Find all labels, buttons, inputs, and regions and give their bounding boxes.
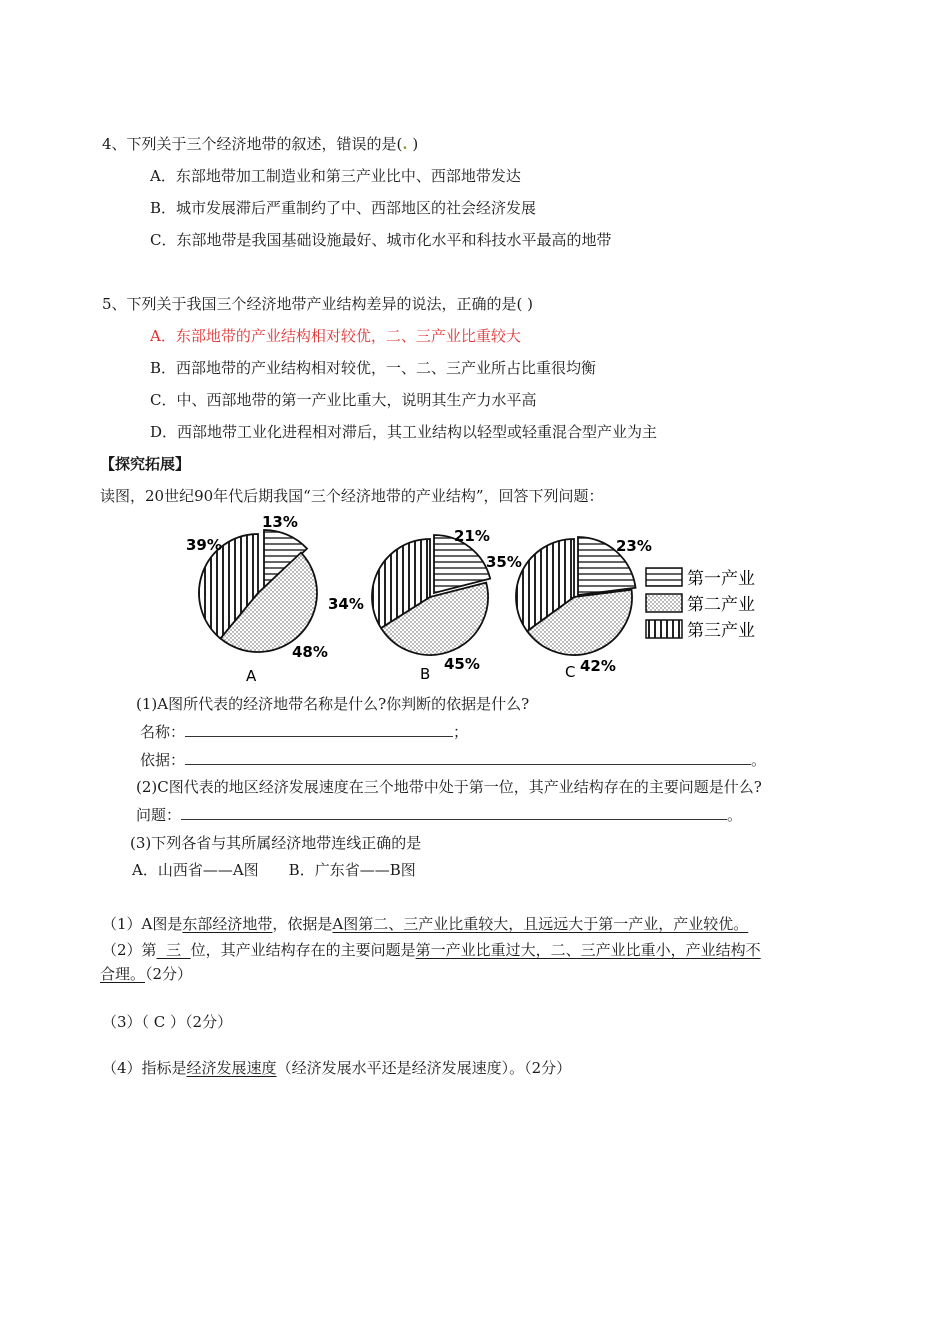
q4-close: )	[407, 135, 419, 153]
q4-option-c: C．东部地带是我国基础设施最好、城市化水平和科技水平最高的地带	[150, 231, 612, 249]
q3-option-a: A．山西省——A图	[132, 861, 259, 879]
name-end: ；	[453, 723, 469, 741]
a2-prefix: （2）第	[102, 941, 157, 959]
answer-2	[102, 940, 761, 960]
basis-row	[140, 750, 766, 770]
a1-mid: ，依据是	[272, 915, 333, 933]
legend-label-tertiary: 第三产业	[687, 621, 755, 641]
legend-label-primary: 第一产业	[687, 569, 755, 589]
q5-option-d: D．西部地带工业化进程相对滞后，其工业结构以轻型或轻重混合型产业为主	[150, 423, 658, 441]
a4-prefix: （4）指标是	[102, 1059, 187, 1077]
pie-b-name: B	[420, 665, 431, 683]
pie-a-tertiary-label: 39%	[186, 536, 222, 554]
problem-row	[136, 805, 742, 825]
question-2: (2)C图代表的地区经济发展速度在三个地带中处于第一位，其产业结构存在的主要问题是什么?	[136, 778, 762, 796]
a2-mid: 位，其产业结构存在的主要问题是	[190, 941, 416, 959]
pie-c-primary-label: 23%	[616, 537, 652, 555]
q4-option-a: A．东部地带加工制造业和第三产业比中、西部地带发达	[150, 167, 521, 185]
question-1: (1)A图所代表的经济地带名称是什么?你判断的依据是什么?	[136, 695, 530, 713]
a2-rank: 三	[156, 941, 191, 959]
q5-option-c: C．中、西部地带的第一产业比重大，说明其生产力水平高	[150, 391, 537, 409]
legend-swatch-tertiary	[646, 620, 682, 638]
legend-swatch-secondary	[646, 594, 682, 612]
q5-stem: 5、下列关于我国三个经济地带产业结构差异的说法，正确的是( )	[102, 295, 534, 313]
pie-charts-figure	[186, 505, 780, 690]
a1-prefix: （1）A图是	[102, 915, 183, 933]
legend-swatch-primary	[646, 568, 682, 586]
basis-label: 依据：	[140, 751, 186, 769]
answer-4	[102, 1058, 571, 1078]
problem-label: 问题：	[136, 806, 182, 824]
problem-answer-blank[interactable]	[181, 805, 727, 820]
name-answer-blank[interactable]	[185, 722, 453, 737]
a1-zone: 东部经济地带	[182, 915, 273, 933]
answer-1	[102, 914, 748, 934]
problem-end: 。	[727, 806, 743, 824]
pie-a-name: A	[246, 667, 257, 685]
q5-option-b: B．西部地带的产业结构相对较优，一、二、三产业所占比重很均衡	[150, 359, 597, 377]
q4-option-b: B．城市发展滞后严重制约了中、西部地区的社会经济发展	[150, 199, 537, 217]
a2-problem: 第一产业比重过大，二、三产业比重小，产业结构不	[415, 941, 761, 959]
q4-mark: .	[402, 135, 408, 153]
a4-indicator: 经济发展速度	[186, 1059, 277, 1077]
answer-2-cont	[100, 964, 192, 984]
question-3: (3)下列各省与其所属经济地带连线正确的是	[130, 834, 422, 852]
pie-c-secondary-label: 42%	[580, 657, 616, 675]
a1-basis: A图第二、三产业比重较大，且远远大于第一产业，产业较优。	[332, 915, 749, 933]
a4-rest: （经济发展水平还是经济发展速度）。（2分）	[276, 1059, 572, 1077]
answer-3: （3）（ C ）（2分）	[102, 1013, 233, 1031]
legend-label-secondary: 第二产业	[687, 595, 755, 615]
pie-b-tertiary-label: 34%	[328, 595, 364, 613]
pie-c-tertiary-label: 35%	[486, 553, 522, 571]
pie-c-name: C	[565, 663, 576, 681]
intro-text: 读图，20世纪90年代后期我国“三个经济地带的产业结构”，回答下列问题：	[100, 487, 604, 505]
pie-a-secondary-label: 48%	[292, 643, 328, 661]
question-3-options	[132, 860, 416, 880]
basis-answer-blank[interactable]	[185, 750, 751, 765]
a2-score: （2分）	[145, 965, 193, 983]
basis-end: 。	[751, 751, 767, 769]
q5-option-a: A．东部地带的产业结构相对较优，二、三产业比重较大	[150, 327, 521, 345]
a2-problem-cont: 合理。	[100, 965, 146, 983]
name-row	[140, 722, 468, 742]
name-label: 名称：	[140, 723, 186, 741]
q4-stem	[102, 134, 418, 154]
pie-b-primary-label: 21%	[454, 527, 490, 545]
pie-b-secondary-label: 45%	[444, 655, 480, 673]
q4-stem-text: 4、下列关于三个经济地带的叙述，错误的是(	[102, 135, 403, 153]
section-title: 【探究拓展】	[100, 455, 191, 473]
pie-a-primary-label: 13%	[262, 513, 298, 531]
q3-option-b: B．广东省——B图	[288, 861, 416, 879]
